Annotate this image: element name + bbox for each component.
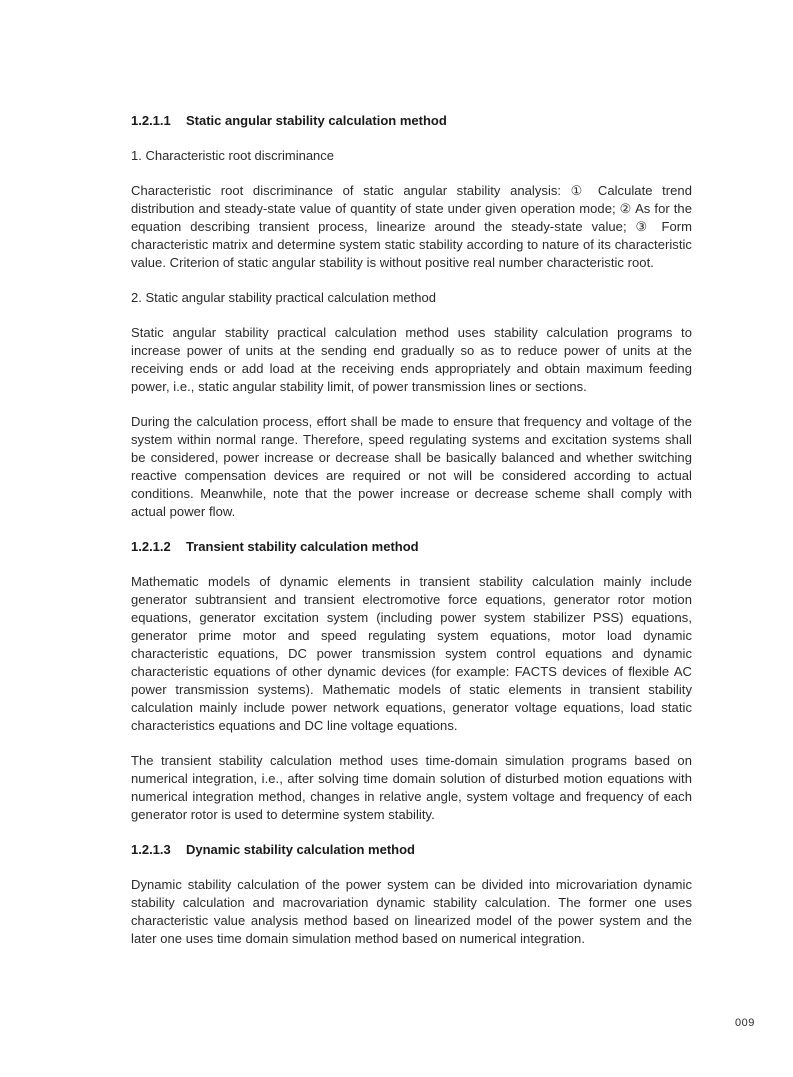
section-title: Dynamic stability calculation method: [186, 842, 415, 857]
section-number: 1.2.1.1: [131, 113, 171, 128]
page-number: 009: [735, 1017, 755, 1029]
section-title: Transient stability calculation method: [186, 539, 419, 554]
paragraph: Mathematic models of dynamic elements in transient stability calculation mainly include generator subtransient and transient electromotive force equations, generator rotor motion equations, generator excitation system (including power system stabilizer PSS) equations, generator prime motor and speed regulating system equations, motor load dynamic characteristic equations, DC power transmission system control equations and dynamic characteristic equations of other dynamic devices (for example: FACTS devices of flexible AC power transmission systems). Mathematic models of static elements in transient stability calculation mainly include power network equations, generator voltage equations, load static characteristics equations and DC line voltage equations.: [131, 574, 692, 733]
subsection-heading-practical-method: 2. Static angular stability practical calculation method: [131, 290, 436, 305]
page-content: [131, 112, 692, 965]
section-heading-1-2-1-2: [131, 538, 692, 556]
section-number: 1.2.1.2: [131, 539, 171, 554]
section-number: 1.2.1.3: [131, 842, 171, 857]
section-heading-1-2-1-1: [131, 112, 692, 130]
subsection-heading-characteristic-root: 1. Characteristic root discriminance: [131, 148, 335, 163]
section-heading-1-2-1-3: [131, 841, 692, 859]
paragraph: Static angular stability practical calculation method uses stability calculation programs to increase power of units at the sending end gradually so as to reduce power of units at the receiving ends or add load at the receiving ends appropriately and obtain maximum feeding power, i.e., static angular stability limit, of power transmission lines or sections.: [131, 325, 692, 394]
paragraph: Characteristic root discriminance of static angular stability analysis: ① Calculate trend distribution and steady-state value of quantity of state under given operation mode; ② As for the equation describing transient process, linearize around the steady-state value; ③ Form characteristic matrix and determine system static stability according to nature of its characteristic value. Criterion of static angular stability is without positive real number characteristic root.: [131, 183, 692, 270]
section-title: Static angular stability calculation method: [186, 113, 447, 128]
paragraph: The transient stability calculation method uses time-domain simulation programs based on numerical integration, i.e., after solving time domain solution of disturbed motion equations with numerical integration method, changes in relative angle, system voltage and frequency of each generator rotor is used to determine system stability.: [131, 753, 692, 822]
paragraph: Dynamic stability calculation of the power system can be divided into microvariation dynamic stability calculation and macrovariation dynamic stability calculation. The former one uses characteristic value analysis method based on linearized model of the power system and the later one uses time domain simulation method based on numerical integration.: [131, 877, 692, 946]
paragraph: During the calculation process, effort shall be made to ensure that frequency and voltage of the system within normal range. Therefore, speed regulating systems and excitation systems shall be considered, power increase or decrease shall be basically balanced and whether switching reactive compensation devices are required or not will be considered according to actual conditions. Meanwhile, note that the power increase or decrease scheme shall comply with actual power flow.: [131, 414, 692, 519]
